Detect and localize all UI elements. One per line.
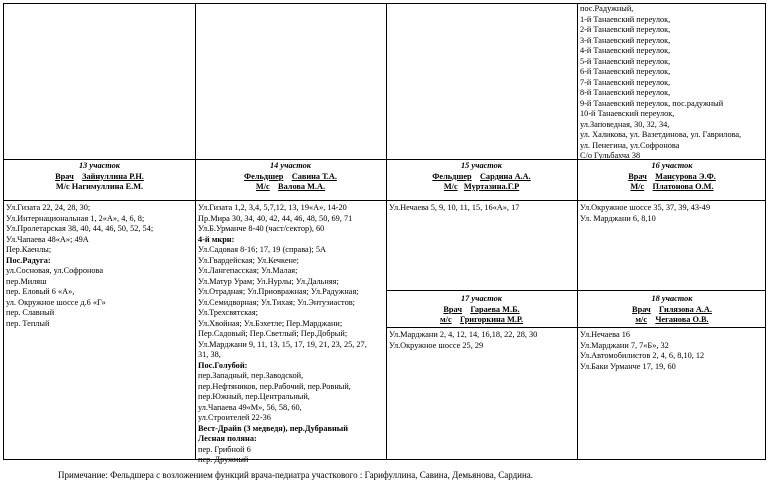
district-13-title: 13 участок	[79, 161, 120, 170]
district-16-title: 16 участок	[651, 161, 693, 170]
district-14-name2: Валова М.А.	[278, 182, 326, 191]
address-line: ул. Окружное шоссе д.6 «Г»	[6, 297, 106, 307]
address-line: Ул.Хвойная; Ул.Бэхетле; Пер.Марджани;	[198, 318, 343, 328]
column-divider	[577, 4, 578, 459]
district-16-addresses	[580, 203, 710, 224]
district-14-header	[195, 161, 386, 193]
district-16-role2: М/с	[630, 182, 645, 191]
address-line: пер. Славный	[6, 308, 55, 317]
address-line: Ул.Окружное шоссе 25, 29	[389, 340, 484, 350]
address-line: Пер.Садовый; Пер.Светлый; Пер.Добрый;	[198, 329, 348, 338]
district-18-addresses	[580, 330, 704, 372]
district-18-role1: Врач	[632, 304, 651, 314]
district-16-name2: Платонова О.М.	[652, 182, 714, 191]
address-group-label: Вест-Драйв (3 медведя), пер.Дубравный	[198, 423, 349, 433]
district-14-role2: М/с	[255, 182, 270, 191]
district-15-title: 15 участок	[461, 161, 502, 170]
address-group-label: Пос.Радуга:	[6, 255, 51, 265]
address-line: пер. Теплый	[6, 318, 50, 328]
district-16-name1: Мансурова Э.Ф.	[655, 171, 716, 181]
address-line: Ул.Трехсвятская;	[198, 308, 258, 317]
address-line: Ул.Нечаева 16	[580, 330, 631, 339]
district-15-header	[386, 161, 577, 193]
address-line: 9-й Танаевский переулок, пос.радужный	[580, 98, 724, 108]
address-line: Ул.Семидворная; Ул.Тихая; Ул.Энтузиастов;	[198, 297, 355, 307]
district-15-addresses	[389, 203, 519, 214]
address-line: Ул.Марджани 7, 7«Б», 32	[580, 340, 669, 350]
address-line: 6-й Танаевский переулок,	[580, 67, 671, 76]
district-15-role1: Фельдшер	[432, 171, 472, 181]
address-line: Ул.Марджани 9, 11, 13, 15, 17, 19, 21, 23, 25, 27,	[198, 339, 367, 349]
address-line: 31, 38,	[198, 350, 221, 359]
address-line: ул. Пенегина, ул.Софронова	[580, 140, 680, 150]
column-divider	[195, 4, 196, 459]
address-line: 7-й Танаевский переулок,	[580, 77, 671, 87]
footnote: Примечание: Фельдшера с возложением функций врача-педиатра участкового : Гарифуллина, Савина, Демьянова, Сардина.	[58, 470, 534, 480]
address-line: Ул.Окружное шоссе 35, 37, 39, 43-49	[580, 203, 711, 212]
address-line: Ул.Отрадная; Ул.Приовражная; Ул.Радужная;	[198, 287, 359, 296]
address-group-label: 4-й мкрн:	[198, 234, 235, 244]
districts-table	[3, 3, 766, 464]
address-line: 3-й Танаевский переулок,	[580, 35, 671, 45]
address-line: ул.Заповедная, 30, 32, 34,	[580, 119, 670, 129]
address-line: Пр.Мира 30, 34, 40, 42, 44, 46, 48, 50, 69, 71	[198, 213, 353, 223]
address-group-label: Лесная поляна:	[198, 434, 257, 443]
address-line: Ул.Садовая 8-16; 17, 19 (справа); 5А	[198, 245, 327, 254]
address-line: Ул.Нечаева 5, 9, 10, 11, 15, 16«А», 17	[389, 203, 520, 212]
address-line: 1-й Танаевский переулок,	[580, 14, 671, 24]
address-line: Ул.Пролетарская 38, 40, 44, 46, 50, 52, 54;	[6, 224, 154, 233]
address-line: Ул.Лангепасская; Ул.Малая;	[198, 266, 298, 275]
address-line: пер.Южный, пер.Центральный,	[198, 392, 310, 401]
address-line: пер. Еловый 6 «А»,	[6, 287, 75, 296]
district-15-name2: Муртазина.Г.Р	[463, 182, 520, 191]
district-13-name1: Зайнуллина Р.Н.	[82, 171, 144, 181]
address-line: Ул.Марджани 2, 4, 12, 14, 16,18, 22, 28, 30	[389, 330, 538, 339]
district-13-role2: М/с	[55, 182, 70, 191]
row-divider	[4, 200, 765, 201]
address-line: 2-й Танаевский переулок,	[580, 25, 671, 34]
address-line: пер. Дружный	[198, 455, 249, 464]
district-13-name2: Нагимуллина Е.М.	[71, 182, 144, 191]
address-line: 10-й Танаевский переулок,	[580, 109, 675, 118]
address-line: Ул.Интернациональная 1, 2«А», 4, 6, 8;	[6, 213, 145, 223]
address-line: 5-й Танаевский переулок,	[580, 56, 671, 66]
address-line: Ул.Матур Урам; Ул.Нурлы; Ул.Дальняя;	[198, 276, 339, 286]
district-18-header	[577, 294, 767, 326]
address-line: Ул.Чапаева 48«А»; 49А	[6, 234, 89, 244]
address-line: ул.Сосновая, ул.Софронова	[6, 266, 104, 275]
address-line: Ул. Марджани 6, 8,10	[580, 213, 656, 223]
column-divider	[386, 4, 387, 459]
district-17-addresses	[389, 330, 537, 351]
district-15-role2: М/с	[443, 182, 458, 191]
district-18-name1: Гилязова А.А.	[659, 304, 712, 314]
district-13-header	[4, 161, 195, 193]
address-line: пер.Миляш	[6, 276, 47, 286]
district-13-addresses	[6, 203, 153, 329]
district-14-addresses	[198, 203, 367, 466]
address-line: Ул.Гизата 1,2, 3,4, 5,7,12, 13, 19«А», 14-20	[198, 203, 347, 212]
address-line: пос.Радужный,	[580, 4, 634, 13]
address-line: пер.Нефтяников, пер.Рабочий, пер.Ровный,	[198, 381, 351, 391]
address-line: ул. Халикова, ул. Вазетдинова, ул. Гаврилова,	[580, 130, 742, 139]
district-17-role1: Врач	[443, 304, 463, 314]
address-line: Ул.Гвардейская; Ул.Кечкене;	[198, 255, 299, 265]
district-18-role2: м/с	[635, 315, 648, 324]
district-16-header	[577, 161, 767, 193]
district-18-name2: Чеганова О.В.	[655, 315, 709, 324]
address-line: С/о Гульбахча 38	[580, 151, 641, 160]
address-line: ул.Чапаева 49«М», 56, 58, 60,	[198, 402, 302, 412]
district-17-header	[386, 294, 577, 326]
district-17-role2: м/с	[440, 315, 452, 324]
address-line: Ул.Б.Урманче 8-40 (част/сектор), 60	[198, 224, 325, 233]
address-line: Ул.Баки Урманче 17, 19, 60	[580, 361, 676, 371]
district-15-name1: Сардина А.А.	[479, 171, 531, 181]
address-line: Ул.Автомобилистов 2, 4, 6, 8,10, 12	[580, 351, 705, 360]
address-line: ул.Строителей 22-36	[198, 413, 271, 422]
district-13-role1: Врач	[55, 171, 74, 181]
address-line: пер. Грибной 6	[198, 444, 251, 454]
address-line: Пер.Каенлы;	[6, 245, 52, 254]
district-17-title: 17 участок	[461, 294, 502, 303]
district-14-name1: Савина Т.А.	[291, 171, 337, 181]
row-divider	[386, 327, 765, 328]
address-line: 4-й Танаевский переулок,	[580, 46, 671, 55]
address-line: Ул.Гизата 22, 24, 28, 30;	[6, 203, 91, 212]
top-right-address-list	[580, 4, 741, 162]
district-14-role1: Фельдшер	[244, 171, 284, 181]
district-16-role1: Врач	[628, 171, 647, 181]
district-14-title: 14 участок	[270, 161, 311, 170]
address-line: 8-й Танаевский переулок,	[580, 88, 671, 97]
address-group-label: Пос.Голубой:	[198, 360, 248, 370]
row-divider	[386, 290, 765, 291]
address-line: пер.Западный, пер.Заводской,	[198, 371, 304, 380]
district-17-name1: Гараева М.Б.	[470, 304, 520, 314]
district-18-title: 18 участок	[651, 294, 693, 303]
district-17-name2: Григоркина М.Р.	[459, 315, 523, 324]
